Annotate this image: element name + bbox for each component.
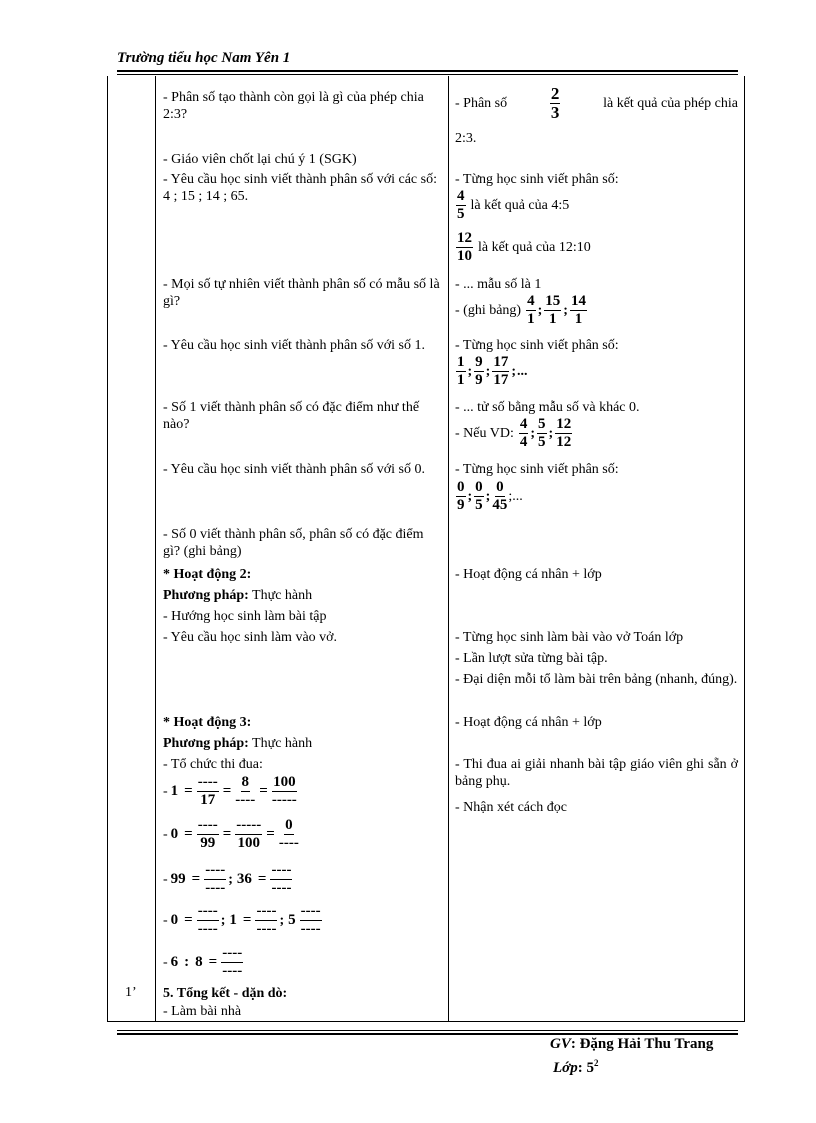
time-cell: 1’: [125, 985, 137, 1000]
frac-4-5: $\frac{4}{5}$: [457, 188, 465, 222]
fix-exercises: - Lần lượt sửa từng bài tập.: [455, 651, 608, 666]
example-fractions: - Nếu VD: $\frac{4}{4}$ ; $\frac{5}{5}$ ; $\frac{12}{12}$: [455, 416, 572, 450]
school-name: Trường tiểu học Nam Yên 1: [117, 50, 291, 66]
ex5-8: 8: [195, 954, 203, 970]
frac-1-1: $\frac{1}{1}$: [457, 354, 465, 388]
ex3-frac-b: $\frac{----}{----}$: [271, 862, 292, 896]
column-divider-time: [155, 76, 156, 1022]
each-writes-3: - Từng học sinh viết phân số:: [455, 462, 619, 477]
notebook-request: - Yêu cầu học sinh làm vào vở.: [163, 630, 338, 645]
ex2-frac-b: $\frac{-----}{100}$: [236, 817, 262, 851]
exercise-2: - 0 = $\frac{----}{99}$ = $\frac{-----}{100}$ = $\frac{0}{----}$: [163, 817, 299, 851]
frac-14-1: $\frac{14}{1}$: [570, 293, 586, 327]
method-label: Phương pháp:: [163, 588, 249, 603]
comment-reading: - Nhận xét cách đọc: [455, 800, 567, 815]
frac-12-10-line: $\frac{12}{10}$ là kết quả của 12:10: [457, 230, 591, 264]
exercise-5: - 6 : 8 = $\frac{----}{----}$: [163, 945, 243, 979]
frac-4-4: $\frac{4}{4}$: [519, 416, 528, 450]
ex3-99: 99: [170, 871, 186, 887]
individual-class-1: - Hoạt động cá nhân + lớp: [455, 567, 602, 582]
ex2-zero: 0: [170, 826, 179, 842]
ex1-frac-a: $\frac{----}{17}$: [197, 774, 218, 808]
footer-class: Lớp: $5^2$: [553, 1058, 599, 1076]
ex2-frac-a: $\frac{----}{99}$: [197, 817, 218, 851]
numerator-equals-denominator: - ... tử số bằng mẫu số và khác 0.: [455, 400, 640, 415]
q-fraction-division: - Phân số tạo thành còn gọi là gì của phép chia 2:3?: [163, 90, 424, 122]
ex4-5: 5: [288, 912, 296, 928]
activity-2-title: * Hoạt động 2:: [163, 567, 252, 582]
teacher-note: - Giáo viên chốt lại chú ý 1 (SGK): [163, 152, 357, 167]
frac-4-1: $\frac{4}{1}$: [527, 293, 535, 327]
frac-5-5: $\frac{5}{5}$: [538, 416, 546, 450]
each-writes-1: - Từng học sinh viết phân số:: [455, 172, 619, 187]
write-zero-request: - Yêu cầu học sinh viết thành phân số với số 0.: [163, 462, 425, 477]
group-representative: - Đại diện mỗi tổ làm bài trên bảng (nhanh, đúng).: [455, 672, 738, 687]
method3-label: Phương pháp:: [163, 736, 249, 751]
write-fractions-request: - Yêu cầu học sinh viết thành phân số với các số: 4 ; 15 ; 14 ; 65.: [163, 172, 437, 204]
frac-17-17: $\frac{17}{17}$: [493, 354, 509, 388]
answer-division-tail: 2:3.: [455, 131, 477, 146]
contest-organize: - Tổ chức thi đua:: [163, 757, 263, 772]
footer-rule-thick: [117, 1033, 738, 1035]
frac-0-9: $\frac{0}{9}$: [457, 479, 465, 513]
zero-fractions: $\frac{0}{9}$ ; $\frac{0}{5}$ ; $\frac{0}{45}$ ; ...: [457, 479, 523, 513]
activity-3-method: [163, 735, 441, 752]
denominator-one: - ... mẫu số là 1: [455, 277, 542, 292]
frac-12-12: $\frac{12}{12}$: [556, 416, 572, 450]
ex4-1: 1: [229, 912, 237, 928]
one-fractions: $\frac{1}{1}$ ; $\frac{9}{9}$ ; $\frac{17}{17}$ ; ...: [457, 354, 528, 388]
answer-division: - Phân số $\frac{2}{3}$ là kết quả của phép chia: [455, 84, 738, 122]
activity-3-title: * Hoạt động 3:: [163, 715, 252, 730]
ex1-frac-c: $\frac{100}{-----}$: [271, 774, 297, 808]
frac-15-1: $\frac{15}{1}$: [545, 293, 561, 327]
method-value: Thực hành: [248, 588, 313, 603]
exercise-1: - 1 = $\frac{----}{17}$ = $\frac{8}{----}$ = $\frac{100}{-----}$: [163, 774, 297, 808]
frac-0-45: $\frac{0}{45}$: [492, 479, 508, 513]
summary-title: 5. Tổng kết - dặn dò:: [163, 986, 288, 1001]
ex1-one: 1: [170, 783, 179, 799]
ex4-0: 0: [170, 912, 179, 928]
do-in-notebook: - Từng học sinh làm bài vào vở Toán lớp: [455, 630, 684, 645]
write-one-request: - Yêu cầu học sinh viết thành phân số với số 1.: [163, 338, 425, 353]
frac-0-5: $\frac{0}{5}$: [475, 479, 483, 513]
ex1-frac-b: $\frac{8}{----}$: [235, 774, 256, 808]
frac-4-5-line: $\frac{4}{5}$ là kết quả của 4:5: [457, 188, 570, 222]
ex4-frac-a: $\frac{----}{----}$: [197, 903, 218, 937]
ex5-frac: $\frac{----}{----}$: [222, 945, 243, 979]
header-rule-thin: [117, 74, 738, 75]
q-zero-property: - Số 0 viết thành phân số, phân số có đặc điểm gì? (ghi bảng): [163, 527, 424, 559]
ex5-6: 6: [170, 954, 179, 970]
ex3-36: 36: [236, 871, 252, 887]
board-fractions: - (ghi bảng) $\frac{4}{1}$ ; $\frac{15}{1}$ ; $\frac{14}{1}$: [455, 293, 586, 327]
method3-value: Thực hành: [248, 736, 313, 751]
header-rule-thick: [117, 70, 738, 72]
frac-2-3: $\frac{2}{3}$: [550, 84, 560, 122]
column-divider-main: [448, 76, 449, 1022]
guide-exercise: - Hướng học sinh làm bài tập: [163, 609, 327, 624]
ex4-frac-b: $\frac{----}{----}$: [256, 903, 277, 937]
contest-answer: - Thi đua ai giải nhanh bài tập giáo viên ghi sẵn ở bảng phụ.: [455, 757, 738, 789]
ex2-frac-c: $\frac{0}{----}$: [278, 817, 299, 851]
q-natural-denominator: - Mọi số tự nhiên viết thành phân số có mẫu số là gì?: [163, 277, 440, 309]
activity-2-method: [163, 587, 441, 604]
exercise-3: - 99 = $\frac{----}{----}$ ; 36 = $\frac{----}{----}$: [163, 862, 292, 896]
exercise-4: - 0 = $\frac{----}{----}$ ; 1 = $\frac{----}{----}$ ; 5 $\frac{----}{----}$: [163, 903, 321, 937]
footer-teacher: GV: Đặng Hải Thu Trang: [550, 1036, 714, 1052]
frac-12-10: $\frac{12}{10}$: [457, 230, 472, 264]
ex3-frac-a: $\frac{----}{----}$: [205, 862, 226, 896]
individual-class-2: - Hoạt động cá nhân + lớp: [455, 715, 602, 730]
each-writes-2: - Từng học sinh viết phân số:: [455, 338, 619, 353]
footer-rule-thin: [117, 1030, 738, 1031]
ex4-frac-c: $\frac{----}{----}$: [300, 903, 321, 937]
q-one-property: - Số 1 viết thành phân số có đặc điểm như thế nào?: [163, 400, 420, 432]
frac-9-9: $\frac{9}{9}$: [475, 354, 483, 388]
homework: - Làm bài nhà: [163, 1004, 242, 1019]
